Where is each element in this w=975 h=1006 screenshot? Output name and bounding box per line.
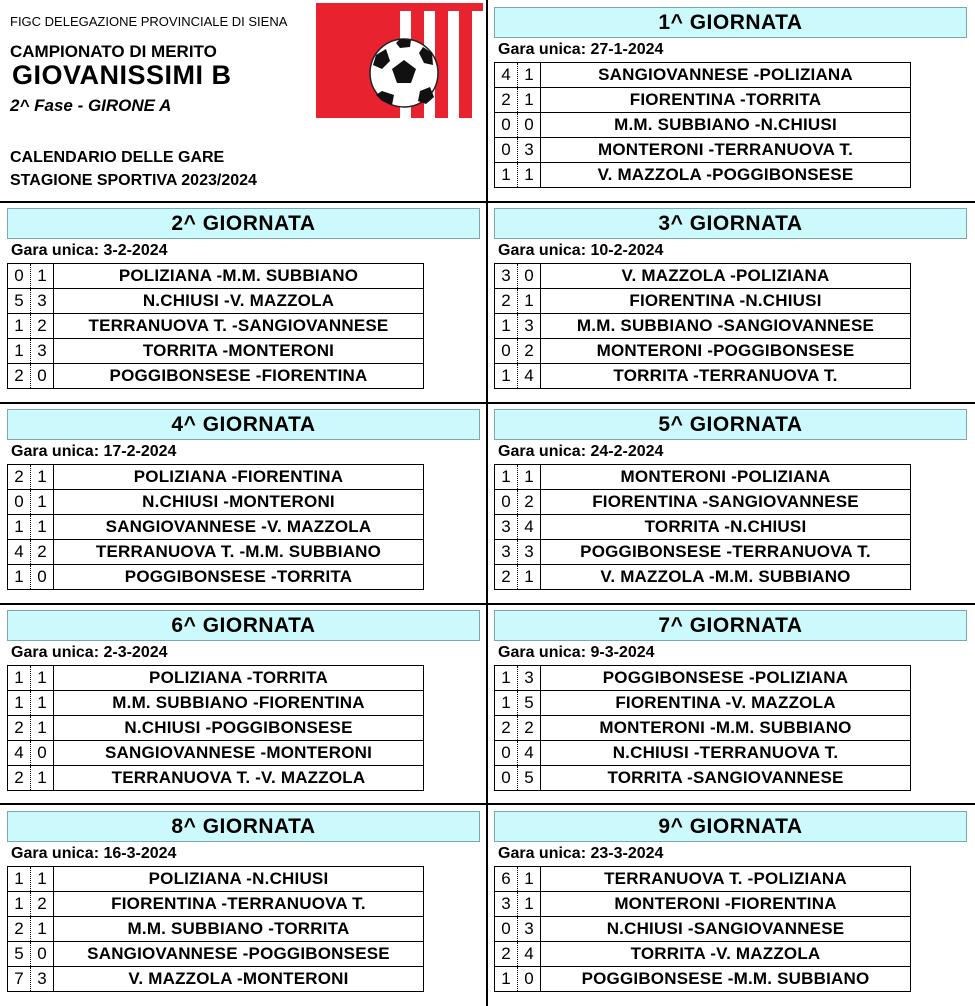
- match-teams: POLIZIANA -TORRITA: [54, 666, 424, 691]
- away-score: 0: [518, 113, 541, 138]
- away-score: 1: [31, 691, 54, 716]
- home-score: 2: [495, 716, 518, 741]
- home-score: 6: [495, 867, 518, 892]
- round-date: Gara unica: 16-3-2024: [11, 845, 177, 862]
- category-title: GIOVANISSIMI B: [12, 60, 232, 90]
- home-score: 2: [8, 917, 31, 942]
- match-row: [8, 766, 424, 791]
- match-teams: SANGIOVANNESE -V. MAZZOLA: [54, 515, 424, 540]
- away-score: 1: [518, 565, 541, 590]
- match-teams: MONTERONI -POLIZIANA: [541, 465, 911, 490]
- round-date: Gara unica: 27-1-2024: [498, 41, 664, 58]
- match-teams: N.CHIUSI -SANGIOVANNESE: [541, 917, 911, 942]
- match-table: [7, 665, 424, 791]
- home-score: 4: [8, 741, 31, 766]
- home-score: 0: [8, 490, 31, 515]
- round-date: Gara unica: 23-3-2024: [498, 845, 664, 862]
- match-row: [8, 565, 424, 590]
- match-row: [8, 867, 424, 892]
- round-title: 2^ GIORNATA: [7, 208, 480, 239]
- away-score: 1: [518, 289, 541, 314]
- away-score: 2: [518, 339, 541, 364]
- away-score: 0: [31, 364, 54, 389]
- home-score: 1: [8, 339, 31, 364]
- round-title: 7^ GIORNATA: [494, 610, 967, 641]
- match-teams: POGGIBONSESE -FIORENTINA: [54, 364, 424, 389]
- match-teams: TERRANUOVA T. -POLIZIANA: [541, 867, 911, 892]
- away-score: 1: [31, 917, 54, 942]
- club-logo-soccer-ball-icon: [316, 3, 483, 118]
- match-teams: POGGIBONSESE -POLIZIANA: [541, 666, 911, 691]
- round-title: 1^ GIORNATA: [494, 7, 967, 38]
- match-row: [495, 666, 911, 691]
- row-divider: [0, 603, 975, 605]
- row-divider: [0, 201, 975, 203]
- home-score: 1: [495, 465, 518, 490]
- home-score: 1: [495, 364, 518, 389]
- home-score: 0: [495, 113, 518, 138]
- home-score: 1: [8, 515, 31, 540]
- round-title: 9^ GIORNATA: [494, 811, 967, 842]
- away-score: 2: [31, 540, 54, 565]
- home-score: 2: [8, 766, 31, 791]
- match-row: [495, 917, 911, 942]
- match-row: [495, 339, 911, 364]
- away-score: 1: [518, 88, 541, 113]
- away-score: 1: [518, 163, 541, 188]
- match-teams: N.CHIUSI -TERRANUOVA T.: [541, 741, 911, 766]
- match-row: [495, 264, 911, 289]
- match-teams: V. MAZZOLA -POGGIBONSESE: [541, 163, 911, 188]
- home-score: 1: [495, 163, 518, 188]
- away-score: 4: [518, 515, 541, 540]
- match-teams: SANGIOVANNESE -POGGIBONSESE: [54, 942, 424, 967]
- home-score: 1: [495, 691, 518, 716]
- home-score: 2: [8, 364, 31, 389]
- home-score: 1: [8, 867, 31, 892]
- match-table: [494, 263, 911, 389]
- away-score: 2: [31, 892, 54, 917]
- match-teams: TORRITA -N.CHIUSI: [541, 515, 911, 540]
- match-row: [8, 515, 424, 540]
- match-row: [8, 917, 424, 942]
- match-teams: MONTERONI -FIORENTINA: [541, 892, 911, 917]
- round-title: 4^ GIORNATA: [7, 409, 480, 440]
- match-row: [495, 967, 911, 992]
- away-score: 0: [31, 565, 54, 590]
- away-score: 1: [518, 63, 541, 88]
- home-score: 0: [495, 339, 518, 364]
- away-score: 1: [518, 465, 541, 490]
- away-score: 0: [31, 741, 54, 766]
- home-score: 1: [8, 565, 31, 590]
- match-row: [495, 942, 911, 967]
- round-date: Gara unica: 17-2-2024: [11, 443, 177, 460]
- match-row: [8, 339, 424, 364]
- round-date: Gara unica: 24-2-2024: [498, 443, 664, 460]
- round-date: Gara unica: 2-3-2024: [11, 644, 168, 661]
- away-score: 3: [518, 540, 541, 565]
- away-score: 2: [31, 314, 54, 339]
- match-row: [8, 967, 424, 992]
- home-score: 4: [495, 63, 518, 88]
- match-teams: TORRITA -SANGIOVANNESE: [541, 766, 911, 791]
- match-teams: POGGIBONSESE -TERRANUOVA T.: [541, 540, 911, 565]
- match-row: [495, 63, 911, 88]
- round-date: Gara unica: 3-2-2024: [11, 242, 168, 259]
- home-score: 5: [8, 289, 31, 314]
- match-row: [495, 716, 911, 741]
- match-row: [495, 691, 911, 716]
- away-score: 1: [31, 490, 54, 515]
- away-score: 1: [31, 515, 54, 540]
- home-score: 2: [495, 942, 518, 967]
- away-score: 2: [518, 716, 541, 741]
- match-table: [494, 62, 911, 188]
- match-teams: M.M. SUBBIANO -N.CHIUSI: [541, 113, 911, 138]
- away-score: 1: [31, 264, 54, 289]
- match-table: [7, 866, 424, 992]
- match-row: [495, 741, 911, 766]
- home-score: 1: [495, 666, 518, 691]
- away-score: 4: [518, 942, 541, 967]
- round-title: 8^ GIORNATA: [7, 811, 480, 842]
- match-row: [495, 113, 911, 138]
- match-row: [495, 465, 911, 490]
- home-score: 1: [8, 666, 31, 691]
- match-teams: FIORENTINA -TORRITA: [541, 88, 911, 113]
- match-teams: V. MAZZOLA -POLIZIANA: [541, 264, 911, 289]
- away-score: 3: [518, 917, 541, 942]
- away-score: 1: [518, 867, 541, 892]
- home-score: 0: [8, 264, 31, 289]
- match-row: [8, 540, 424, 565]
- match-teams: MONTERONI -TERRANUOVA T.: [541, 138, 911, 163]
- match-row: [495, 289, 911, 314]
- away-score: 1: [31, 465, 54, 490]
- match-teams: TERRANUOVA T. -SANGIOVANNESE: [54, 314, 424, 339]
- phase-label: 2^ Fase - GIRONE A: [10, 96, 172, 115]
- match-teams: TERRANUOVA T. -M.M. SUBBIANO: [54, 540, 424, 565]
- home-score: 2: [495, 88, 518, 113]
- match-row: [495, 766, 911, 791]
- home-score: 2: [8, 716, 31, 741]
- away-score: 3: [31, 339, 54, 364]
- match-row: [8, 691, 424, 716]
- match-teams: V. MAZZOLA -M.M. SUBBIANO: [541, 565, 911, 590]
- away-score: 3: [31, 289, 54, 314]
- match-teams: M.M. SUBBIANO -FIORENTINA: [54, 691, 424, 716]
- round-title: 6^ GIORNATA: [7, 610, 480, 641]
- home-score: 1: [8, 892, 31, 917]
- home-score: 3: [495, 540, 518, 565]
- match-row: [495, 163, 911, 188]
- match-row: [495, 565, 911, 590]
- match-row: [495, 867, 911, 892]
- match-teams: N.CHIUSI -MONTERONI: [54, 490, 424, 515]
- match-teams: FIORENTINA -SANGIOVANNESE: [541, 490, 911, 515]
- match-row: [495, 88, 911, 113]
- match-teams: TORRITA -MONTERONI: [54, 339, 424, 364]
- home-score: 0: [495, 138, 518, 163]
- calendar-label: CALENDARIO DELLE GARE: [10, 149, 225, 166]
- match-row: [8, 364, 424, 389]
- match-row: [495, 364, 911, 389]
- match-row: [8, 465, 424, 490]
- match-row: [495, 314, 911, 339]
- away-score: 4: [518, 741, 541, 766]
- round-date: Gara unica: 9-3-2024: [498, 644, 655, 661]
- match-teams: FIORENTINA -N.CHIUSI: [541, 289, 911, 314]
- match-row: [495, 138, 911, 163]
- match-row: [495, 892, 911, 917]
- away-score: 1: [518, 892, 541, 917]
- match-row: [495, 490, 911, 515]
- round-date: Gara unica: 10-2-2024: [498, 242, 664, 259]
- season-label: STAGIONE SPORTIVA 2023/2024: [10, 172, 257, 189]
- home-score: 7: [8, 967, 31, 992]
- away-score: 3: [31, 967, 54, 992]
- match-table: [7, 263, 424, 389]
- home-score: 3: [495, 264, 518, 289]
- match-teams: MONTERONI -POGGIBONSESE: [541, 339, 911, 364]
- match-row: [8, 716, 424, 741]
- match-teams: POLIZIANA -N.CHIUSI: [54, 867, 424, 892]
- home-score: 5: [8, 942, 31, 967]
- organization-name: FIGC DELEGAZIONE PROVINCIALE DI SIENA: [10, 14, 288, 29]
- match-teams: MONTERONI -M.M. SUBBIANO: [541, 716, 911, 741]
- match-teams: POGGIBONSESE -TORRITA: [54, 565, 424, 590]
- match-teams: M.M. SUBBIANO -TORRITA: [54, 917, 424, 942]
- match-teams: SANGIOVANNESE -MONTERONI: [54, 741, 424, 766]
- home-score: 2: [495, 289, 518, 314]
- away-score: 3: [518, 138, 541, 163]
- away-score: 1: [31, 666, 54, 691]
- away-score: 1: [31, 867, 54, 892]
- match-teams: SANGIOVANNESE -POLIZIANA: [541, 63, 911, 88]
- away-score: 4: [518, 364, 541, 389]
- match-row: [8, 741, 424, 766]
- away-score: 0: [518, 264, 541, 289]
- home-score: 0: [495, 490, 518, 515]
- match-row: [8, 490, 424, 515]
- column-divider: [486, 0, 488, 1006]
- round-title: 5^ GIORNATA: [494, 409, 967, 440]
- match-teams: FIORENTINA -V. MAZZOLA: [541, 691, 911, 716]
- home-score: 3: [495, 515, 518, 540]
- match-teams: FIORENTINA -TERRANUOVA T.: [54, 892, 424, 917]
- match-teams: TERRANUOVA T. -V. MAZZOLA: [54, 766, 424, 791]
- match-row: [8, 314, 424, 339]
- match-row: [8, 666, 424, 691]
- match-teams: TORRITA -V. MAZZOLA: [541, 942, 911, 967]
- away-score: 3: [518, 314, 541, 339]
- match-teams: TORRITA -TERRANUOVA T.: [541, 364, 911, 389]
- match-row: [8, 942, 424, 967]
- away-score: 2: [518, 490, 541, 515]
- match-teams: M.M. SUBBIANO -SANGIOVANNESE: [541, 314, 911, 339]
- home-score: 1: [495, 967, 518, 992]
- away-score: 5: [518, 691, 541, 716]
- away-score: 0: [518, 967, 541, 992]
- home-score: 4: [8, 540, 31, 565]
- away-score: 1: [31, 766, 54, 791]
- home-score: 3: [495, 892, 518, 917]
- away-score: 0: [31, 942, 54, 967]
- match-table: [7, 464, 424, 590]
- home-score: 0: [495, 917, 518, 942]
- away-score: 1: [31, 716, 54, 741]
- home-score: 0: [495, 741, 518, 766]
- championship-title: CAMPIONATO DI MERITO: [10, 42, 217, 61]
- match-table: [494, 464, 911, 590]
- match-teams: V. MAZZOLA -MONTERONI: [54, 967, 424, 992]
- row-divider: [0, 803, 975, 805]
- match-row: [8, 289, 424, 314]
- match-table: [494, 665, 911, 791]
- match-table: [494, 866, 911, 992]
- home-score: 1: [8, 691, 31, 716]
- match-teams: N.CHIUSI -V. MAZZOLA: [54, 289, 424, 314]
- home-score: 1: [8, 314, 31, 339]
- away-score: 5: [518, 766, 541, 791]
- match-teams: N.CHIUSI -POGGIBONSESE: [54, 716, 424, 741]
- match-row: [8, 892, 424, 917]
- match-teams: POLIZIANA -M.M. SUBBIANO: [54, 264, 424, 289]
- match-row: [8, 264, 424, 289]
- match-teams: POGGIBONSESE -M.M. SUBBIANO: [541, 967, 911, 992]
- home-score: 0: [495, 766, 518, 791]
- home-score: 2: [8, 465, 31, 490]
- away-score: 3: [518, 666, 541, 691]
- match-teams: POLIZIANA -FIORENTINA: [54, 465, 424, 490]
- match-row: [495, 515, 911, 540]
- round-title: 3^ GIORNATA: [494, 208, 967, 239]
- match-row: [495, 540, 911, 565]
- row-divider: [0, 402, 975, 404]
- home-score: 1: [495, 314, 518, 339]
- home-score: 2: [495, 565, 518, 590]
